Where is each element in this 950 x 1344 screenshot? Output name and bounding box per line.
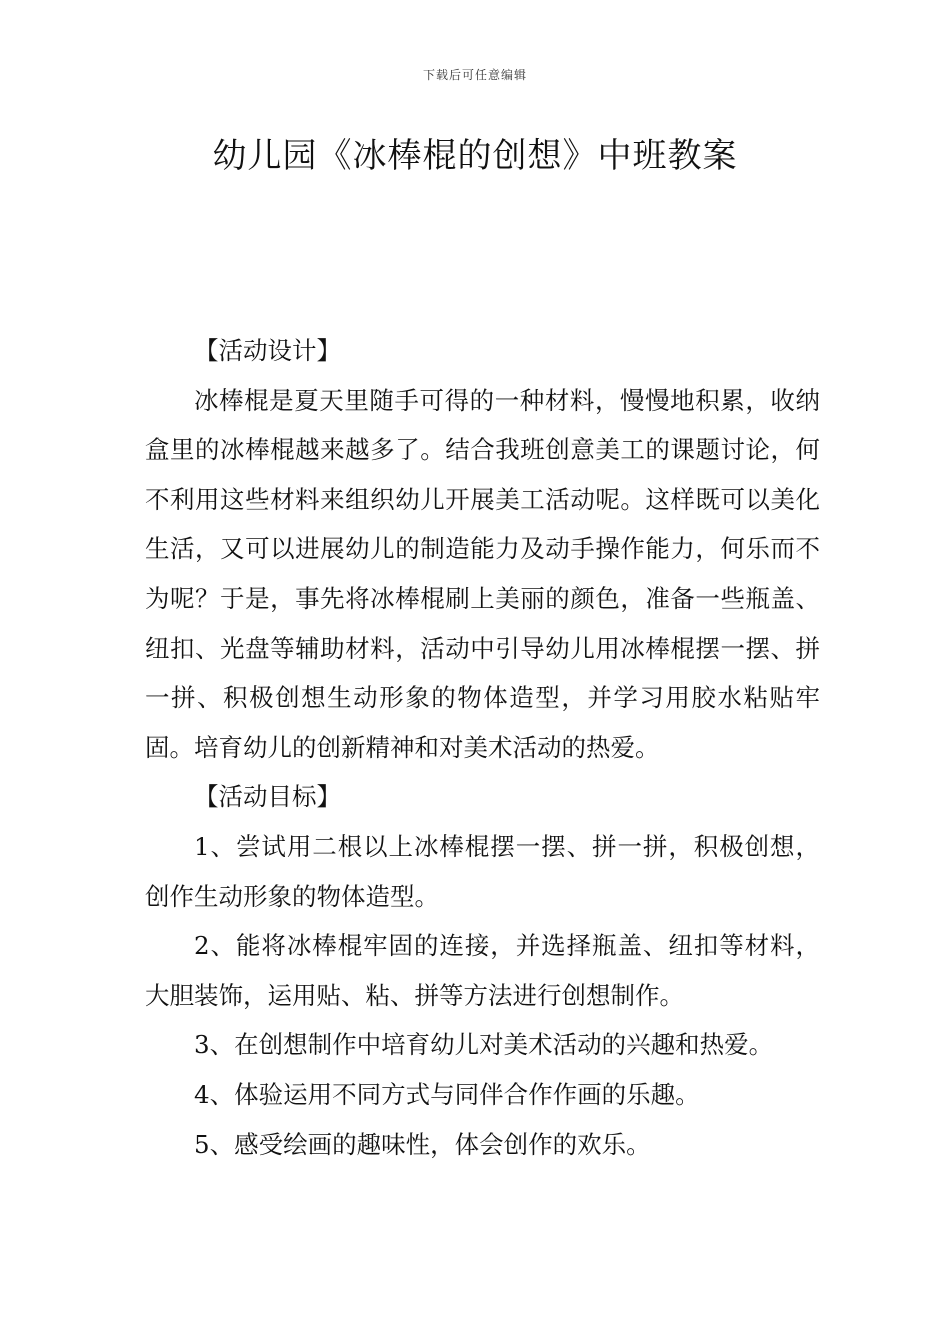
header-note: 下载后可任意编辑	[422, 68, 527, 82]
goal-item-1: 1、尝试用二根以上冰棒棍摆一摆、拼一拼，积极创想，创作生动形象的物体造型。	[145, 831, 820, 911]
design-paragraph: 冰棒棍是夏天里随手可得的一种材料，慢慢地积累，收纳盒里的冰棒棍越来越多了。结合我班创意美工的课题讨论，何不利用这些材料来组织幼儿开展美工活动呢。这样既可以美化生活，又可以进展幼儿的制造能力及动手操作能力，何乐而不为呢？于是，事先将冰棒棍刷上美丽的颜色，准备一些瓶盖、纽扣、光盘等辅助材料，活动中引导幼儿用冰棒棍摆一摆、拼一拼、积极创想生动形象的物体造型，并学习用胶水粘贴牢固。培育幼儿的创新精神和对美术活动的热爱。	[145, 385, 820, 762]
goal-item-2: 2、能将冰棒棍牢固的连接，并选择瓶盖、纽扣等材料，大胆装饰，运用贴、粘、拼等方法进行创想制作。	[145, 931, 820, 1010]
section-heading-design: 【活动设计】	[194, 336, 341, 365]
section-heading-goals: 【活动目标】	[194, 782, 341, 812]
goal-item-3: 3、在创想制作中培育幼儿对美术活动的兴趣和热爱。	[194, 1030, 774, 1060]
goal-item-4: 4、体验运用不同方式与同伴合作作画的乐趣。	[194, 1079, 700, 1109]
page-title: 幼儿园《冰棒棍的创想》中班教案	[212, 136, 738, 176]
document-body	[145, 326, 820, 1169]
goal-item-5: 5、感受绘画的趣味性，体会创作的欢乐。	[194, 1129, 651, 1159]
